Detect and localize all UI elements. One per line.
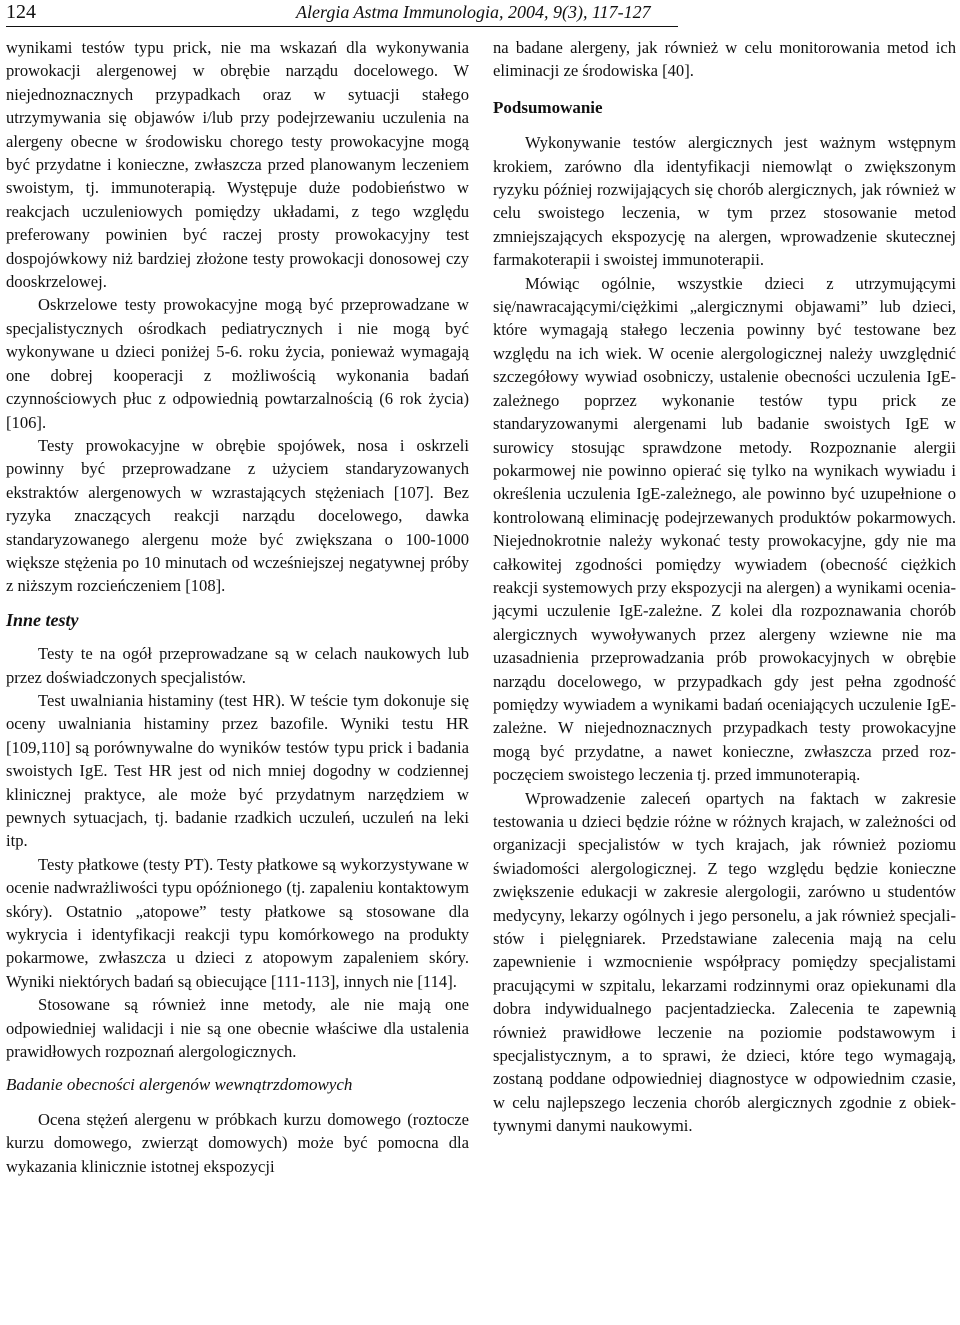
- left-section-heading-3: Inne testy: [6, 609, 79, 630]
- right-paragraph-3: Mówiąc ogólnie, wszystkie dzieci z utrzymującymi się/nawracającymi/ciężkimi „alergicznymi objawami” lub dzieci, które wymagają stałego leczenia powinny być testowane bez względu na ich wiek. W ocenie alergologicznej należy uwzględnić szczegółowy wywiad osobniczy, ustalenie obecności uczulenia IgE-zależnego poprzez wykonanie testów typu prick ze standaryzowanymi alergenami lub badanie swoistych IgE w surowicy stosując sprawdzone metody. Rozpoznanie alergii pokarmowej nie powinno opierać się tylko na wynikach wywiadu i określenia uczulenia IgE-zależnego, ale powinno być uzupełnione o kontrolowaną eliminację podejrzewanych produktów pokarmowych. Niejednokrotnie należy wykonać testy prowokacyjne, gdy nie ma całkowitej zgodności pomiędzy wywiadem (obecność ciężkich reakcji systemowych przy ekspozycji na alergen) a wynikami oceniającymi uczulenie IgE-zależne. Z kolei dla rozpoznawania chorób alergicznych wywoływanych przez alergeny wziewne nie ma uzasadnienia przeprowadzania prób prowokacyjnych w obrębie narządu docelowego, w przypadkach gdy jest pełna zgodność pomiędzy wywiadem a wynikami badań oceniających uczulenie IgE-zależne. W niejednoznacznych przypadkach testy prowokacyjne mogą być przydatne, a nawet konieczne, zwłaszcza przed rozpoczęciem swoistego leczenia tj. przed immunoterapią.: [493, 273, 956, 785]
- right-section-heading-1: Podsumowanie: [493, 97, 603, 117]
- right-paragraph-4: Wprowadzenie zaleceń opartych na faktach w zakresie testowania u dzieci będzie różne w różnych krajach, w zależności od organizacji specjalistów w tych krajach, jak również poziomu świadomości alergologicznej. Z tego względu będzie konieczne zwiększenie edukacji w zakresie alergologii, zarówno u studentów medycyny, lekarzy ogólnych i jego personelu, a jak również specjalistów i pielęgniarek. Przedstawiane zalecenia mają na celu zapewnienie i wzmocnienie współpracy pomiędzy specjalistami pracującymi w szpitalu, lekarzami rodzinnymi oraz opiekunami dla dobra indywidualnego pacjentadziecka. Zalecenia te zapewnią również prawidłowe leczenie na poziomie podstawowym i specjalistycznym, a to sprawi, że dzieci, które tego wymagają, zostaną poddane odpowiedniej diagnostyce w odpowiednim czasie, w celu najlepszego leczenia chorób alergicznych zgodnie z obiektywnymi danymi naukowymi.: [493, 788, 956, 1136]
- left-paragraph-9: Ocena stężeń alergenu w próbkach kurzu domowego (roztocze kurzu domowego, zwierząt domowych) może być pomocna dla wykazania klinicznie istotnej ekspozycji: [6, 1109, 469, 1176]
- left-paragraph-2: Testy prowokacyjne w obrębie spojówek, nosa i oskrzeli powinny być przeprowadzane z użyciem standaryzowanych ekstraktów alergenowych w wzrastających stężeniach [107]. Bez ryzyka znaczących reakcji narządu docelowego, dawka standaryzowanego alergenu może być zwiększana o 100-1000 większe stężenia po 10 minutach od wcześniejszej negatywnej próby z niższym rozcieńczeniem [108].: [6, 435, 469, 596]
- right-paragraph-0: na badane alergeny, jak również w celu monitorowania metod ich eliminacji ze środowiska [40].: [493, 38, 956, 81]
- left-paragraph-1: Oskrzelowe testy prowokacyjne mogą być przeprowadzane w specjalistycznych ośrodkach pediatrycznych i nie mogą być wykonywane u dzieci poniżej 5-6. roku życia, ponieważ wymagają one dobrej kooperacji z możliwością wykonania badań czynnościowych płuc z odpowiednią powtarzalnością (6 rok życia) [106].: [6, 295, 469, 432]
- left-subsection-heading-8: Badanie obecności alergenów wewnątrzdomowych: [6, 1075, 353, 1095]
- right-column: [493, 36, 956, 1138]
- page-number: 124: [6, 1, 36, 23]
- left-column: [6, 36, 469, 1178]
- running-title: Alergia Astma Immunologia, 2004, 9(3), 117-127: [296, 2, 651, 22]
- header-rule: [6, 26, 678, 27]
- right-paragraph-2: Wykonywanie testów alergicznych jest ważnym wstępnym krokiem, zarówno dla identyfikacji niemowląt o zwiększonym ryzyku później rozwijających się chorób alergicznych, jak również w celu swoistego leczenia, w tym przez stosowanie metod zmniejszających ekspozycję na alergen, wprowadzenie skutecznej farmakoterapii i swoistej immunoterapii.: [493, 133, 956, 270]
- page-header: [6, 0, 674, 28]
- left-paragraph-0: wynikami testów typu prick, nie ma wskazań dla wykonywania prowokacji alergenowej w obrębie narządu docelowego. W niejednoznacznych przypadkach oraz w sytuacji stałego utrzymywania się objawów i/lub przy podejrzewaniu uczulenia na alergeny obecne w środowisku chorego testy prowokacyjne mogą być przydatne i konieczne, zwłaszcza przed planowanym leczeniem swoistym, tj. immunoterapią. Występuje duże podobieństwo w reakcjach uczuleniowych pomiędzy układami, z tego względu preferowany powinien być raczej prosty prowokacyjny test dospojówkowy niż bardziej złożone testy prowokacji donosowej czy dooskrzelowej.: [6, 38, 469, 292]
- left-paragraph-7: Stosowane są również inne metody, ale nie mają one odpowiedniej walidacji i nie są one obecnie właściwe dla ustalenia prawidłowych rozpoznań alergologicznych.: [6, 995, 469, 1062]
- left-paragraph-5: Test uwalniania histaminy (test HR). W teście tym dokonuje się oceny uwalniania histaminy przez bazofile. Wyniki testu HR [109,110] są porównywalne do wyników testów typu prick i badania swoistych IgE. Test HR jest od nich mniej dogodny w codziennej klinicznej praktyce, ale może być przydatnym narzędziem w pewnych sytuacjach, tj. badanie rzadkich uczuleń, uczuleń na leki itp.: [6, 690, 469, 851]
- left-paragraph-6: Testy płatkowe (testy PT). Testy płatkowe są wykorzystywane w ocenie nadwrażliwości typu opóźnionego (tj. zapaleniu kontaktowym skóry). Ostatnio „atopowe” testy płatkowe są stosowane dla wykrycia i identyfikacji reakcji typu komórkowego na produkty pokarmowe, zwłaszcza u dzieci z atopowym zapaleniem skóry. Wyniki niektórych badań są obiecujące [111-113], innych nie [114].: [6, 854, 469, 991]
- left-paragraph-4: Testy te na ogół przeprowadzane są w celach naukowych lub przez doświadczonych specjalistów.: [6, 644, 469, 687]
